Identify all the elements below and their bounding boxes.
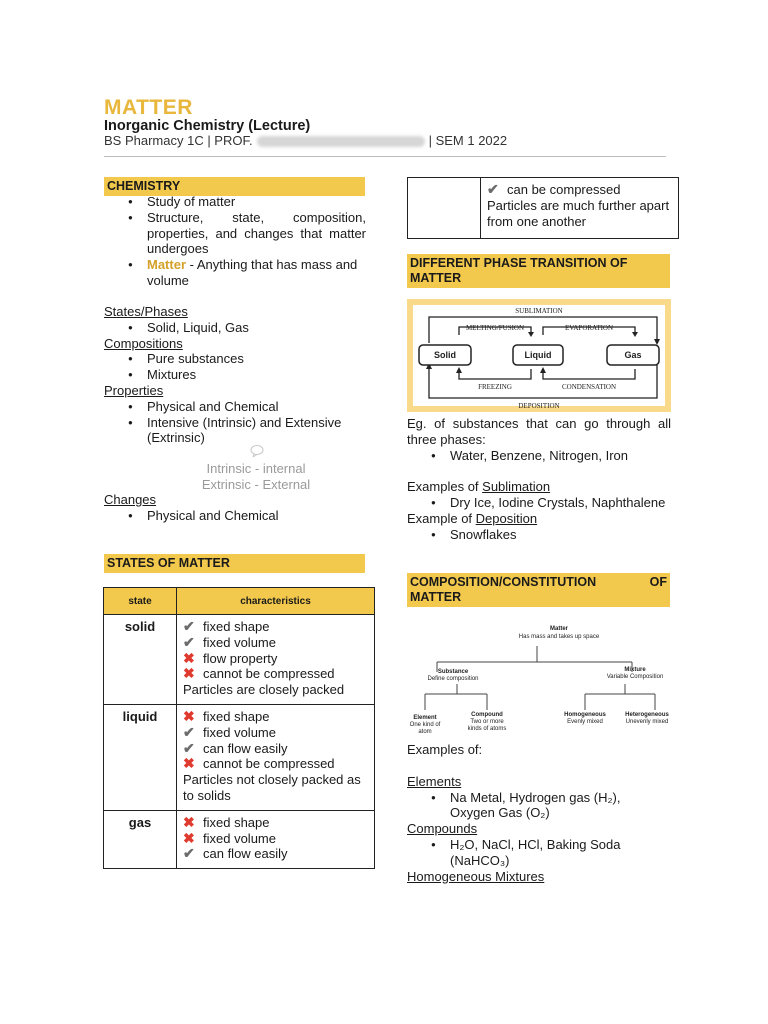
states-of-matter-heading: STATES OF MATTER: [104, 554, 365, 573]
list-item: ● Intensive (Intrinsic) and Extensive (Extrinsic): [104, 415, 366, 447]
sublimation-examples-label: [407, 479, 671, 495]
characteristic: can flow easily: [203, 740, 288, 756]
compound-node-sub: kinds of atoms: [467, 726, 507, 732]
list-item: ● Study of matter: [104, 194, 366, 210]
check-icon: ✔: [183, 618, 195, 634]
cross-icon: ✖: [183, 755, 195, 772]
list-item: ● H₂O, NaCl, HCl, Baking Soda (NaHCO₃): [407, 837, 671, 869]
course-left: BS Pharmacy 1C | PROF.: [104, 133, 253, 148]
states-phases-label: States/Phases: [104, 304, 188, 319]
characteristic: Particles are much further apart from one another: [487, 197, 670, 229]
document-title: MATTER: [104, 96, 193, 119]
elements-label: Elements: [407, 773, 462, 789]
cross-icon: ✖: [183, 813, 195, 830]
check-icon: ✔: [183, 723, 195, 740]
compound-node: Compound: [471, 712, 503, 718]
state-cell: [408, 178, 481, 239]
evaporation-label: EVAPORATION: [564, 324, 614, 332]
list-item: ● Na Metal, Hydrogen gas (H₂), Oxygen Gas (O₂): [407, 790, 671, 822]
list-item: ● Physical and Chemical: [104, 399, 366, 415]
changes-label: Changes: [104, 492, 157, 507]
examples-of-label: Examples of:: [407, 742, 483, 757]
element-node-sub: One kind of: [409, 722, 441, 728]
solid-node: Solid: [434, 350, 456, 360]
substance-node: Substance: [437, 669, 469, 675]
table-row: [104, 615, 375, 705]
substance-node-sub: Define composition: [427, 676, 479, 682]
phase-examples: [407, 416, 671, 543]
state-cell: solid: [104, 615, 177, 705]
characteristic: fixed volume: [203, 634, 276, 650]
sublimation-term: Sublimation: [482, 479, 551, 495]
list-item: ● Solid, Liquid, Gas: [104, 320, 366, 336]
document-subtitle: Inorganic Chemistry (Lecture): [104, 118, 311, 134]
label-prefix: Examples of: [407, 479, 483, 495]
compositions-label: Compositions: [104, 335, 183, 351]
list-item: ● Water, Benzene, Nitrogen, Iron: [407, 448, 671, 464]
characteristic: fixed volume: [203, 724, 276, 740]
phase-transition-heading: DIFFERENT PHASE TRANSITION OF MATTER: [407, 254, 670, 288]
composition-examples: [407, 742, 671, 884]
deposition-label: DEPOSITION: [518, 402, 560, 410]
characteristic: fixed shape: [203, 708, 270, 724]
characteristic: cannot be compressed: [203, 666, 335, 682]
table-row: [408, 178, 679, 239]
freezing-label: FREEZING: [478, 383, 512, 391]
list-item: ● Mixtures: [104, 367, 366, 383]
state-cell: gas: [104, 810, 177, 868]
check-icon: ✔: [183, 633, 195, 650]
compound-node-sub: Two or more: [470, 719, 504, 725]
phase-transition-diagram: [407, 299, 671, 412]
list-item: ● Structure, state, composition, properties, and changes that matter undergoes: [104, 210, 366, 257]
deposition-example-label: [407, 511, 671, 527]
characteristics-cell: [177, 704, 375, 810]
list-item: ● Snowflakes: [407, 527, 671, 543]
matter-term: Matter: [147, 257, 187, 273]
characteristic: flow property: [203, 650, 278, 666]
deposition-term: Deposition: [475, 510, 538, 526]
heterogeneous-node-sub: Unevenly mixed: [625, 719, 669, 725]
intrinsic-note: Intrinsic - internal: [206, 461, 306, 476]
characteristic: fixed shape: [203, 814, 270, 830]
table-row: [104, 810, 375, 868]
extrinsic-note: Extrinsic - External: [201, 477, 311, 492]
cross-icon: ✖: [183, 829, 195, 846]
properties-label: Properties: [104, 382, 164, 398]
cross-icon: ✖: [183, 665, 195, 682]
check-icon: ✔: [487, 181, 499, 197]
list-item: [104, 257, 366, 289]
cross-icon: ✖: [183, 707, 195, 724]
composition-diagram: [407, 620, 675, 740]
table-header-row: [104, 588, 375, 615]
homogeneous-node-sub: Evenly mixed: [567, 719, 603, 725]
element-node: Element: [413, 715, 437, 721]
states-table: [103, 587, 375, 869]
characteristic: can flow easily: [203, 846, 288, 862]
homogeneous-mixtures-label: Homogeneous Mixtures: [407, 868, 545, 884]
matter-node-sub: Has mass and takes up space: [518, 634, 600, 640]
matter-definition: - Anything that has mass and volume: [147, 257, 358, 288]
characteristic: can be compressed: [507, 182, 621, 197]
homogeneous-node: Homogeneous: [564, 712, 606, 718]
course-right: | SEM 1 2022: [428, 133, 508, 148]
redacted-name: [257, 136, 425, 147]
matter-node: Matter: [549, 626, 569, 632]
header-rule: [104, 156, 666, 157]
characteristic: fixed volume: [203, 830, 276, 846]
cross-icon: ✖: [183, 649, 195, 666]
check-icon: ✔: [183, 845, 195, 862]
list-item: ● Pure substances: [104, 351, 366, 367]
characteristic: Particles not closely packed as to solids: [183, 772, 361, 803]
characteristic: fixed shape: [203, 619, 270, 634]
check-icon: ✔: [183, 739, 195, 756]
liquid-node: Liquid: [524, 350, 552, 360]
characteristics-cell: [177, 810, 375, 868]
comment-icon: [250, 444, 264, 454]
three-phases-text: Eg. of substances that can go through all three phases:: [407, 416, 671, 447]
characteristics-cell: [177, 615, 375, 705]
table-row: [104, 704, 375, 810]
chemistry-list: [104, 194, 366, 289]
states-phases-section: [104, 304, 366, 446]
col-characteristics-header: characteristics: [177, 588, 375, 615]
melting-label: MELTING/FUSION: [465, 324, 525, 332]
sublimation-label: SUBLIMATION: [515, 307, 563, 315]
list-item: ● Dry Ice, Iodine Crystals, Naphthalene: [407, 495, 671, 511]
mixture-node-sub: Variable Composition: [606, 674, 664, 680]
heterogeneous-node: Heterogeneous: [625, 712, 669, 718]
characteristics-cell: [481, 178, 679, 239]
label-prefix: Example of: [407, 510, 476, 526]
characteristic: cannot be compressed: [203, 756, 335, 772]
state-cell: liquid: [104, 704, 177, 810]
gas-node: Gas: [624, 350, 642, 360]
col-state-header: state: [104, 588, 177, 615]
characteristic: Particles are closely packed: [183, 682, 345, 698]
changes-section: [104, 492, 366, 524]
course-line: [104, 133, 507, 148]
mixture-node: Mixture: [624, 667, 646, 673]
chemistry-heading: CHEMISTRY: [104, 177, 365, 196]
condensation-label: CONDENSATION: [561, 383, 617, 391]
compounds-label: Compounds: [407, 821, 478, 837]
list-item: ● Physical and Chemical: [104, 508, 366, 524]
states-table-continued: [407, 177, 679, 239]
element-node-sub: atom: [418, 729, 432, 735]
composition-heading: COMPOSITION/CONSTITUTION OF MATTER: [407, 573, 670, 607]
